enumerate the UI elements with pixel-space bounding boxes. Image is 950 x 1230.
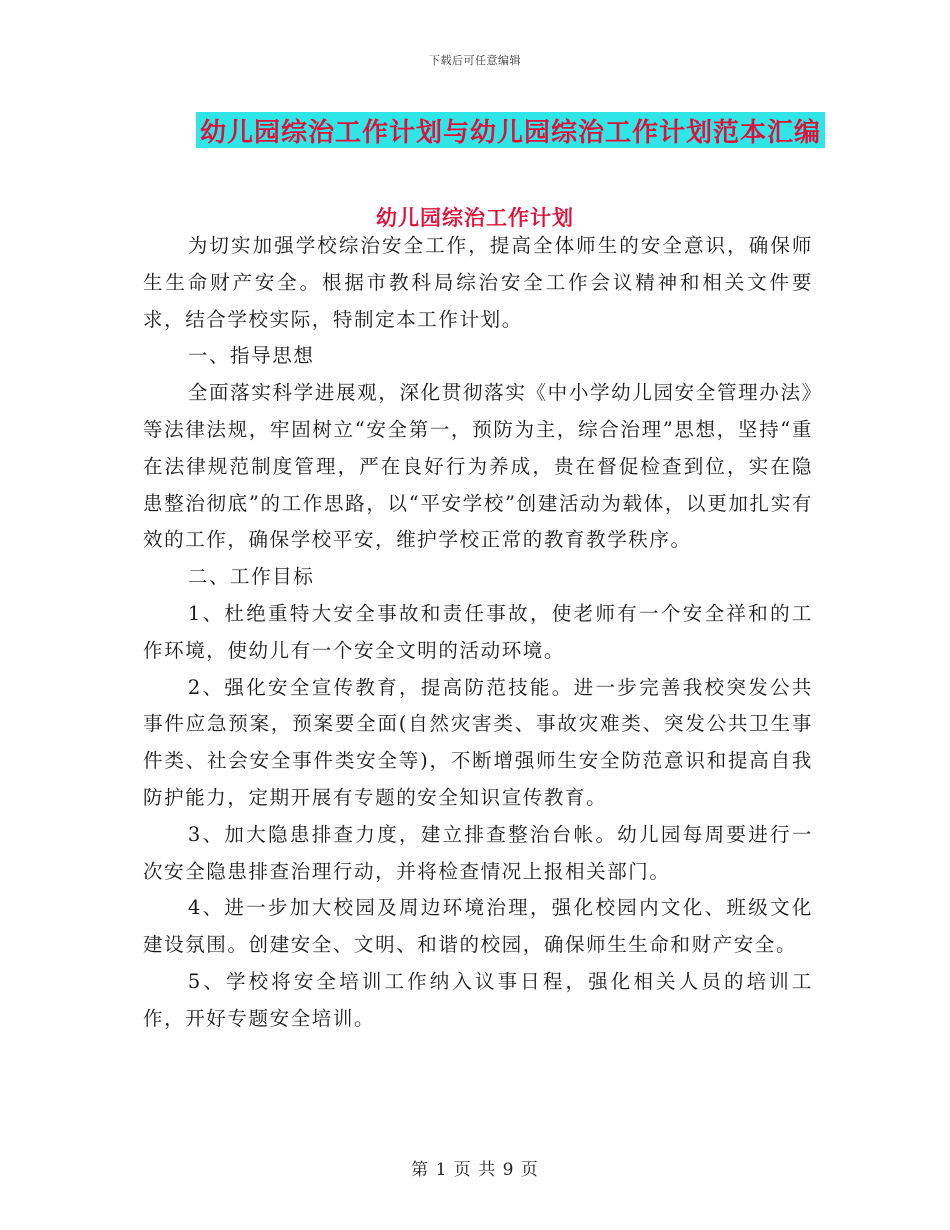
paragraph-goal-3: 3、加大隐患排查力度，建立排查整治台帐。幼儿园每周要进行一次安全隐患排查治理行动，并将检查情况上报相关部门。 [143, 822, 813, 883]
paragraph-intro: 为切实加强学校综治安全工作，提高全体师生的安全意识，确保师生生命财产安全。根据市教科局综治安全工作会议精神和相关文件要求，结合学校实际，特制定本工作计划。 [143, 234, 813, 331]
heading-guiding-ideology: 一、指导思想 [187, 344, 315, 368]
header-note: 下载后可任意编辑 [429, 54, 521, 67]
document-title-highlight [196, 112, 825, 148]
document-title: 幼儿园综治工作计划与幼儿园综治工作计划范本汇编 [200, 117, 822, 148]
paragraph-goal-2: 2、强化安全宣传教育，提高防范技能。进一步完善我校突发公共事件应急预案，预案要全面(自然灾害类、事故灾难类、突发公共卫生事件类、社会安全事件类安全等)，不断增强师生安全防范意识和提高自我防护能力，定期开展有专题的安全知识宣传教育。 [143, 675, 813, 809]
paragraph-guiding-ideology: 全面落实科学进展观，深化贯彻落实《中小学幼儿园安全管理办法》等法律法规，牢固树立“安全第一，预防为主，综合治理”思想，坚持“重在法律规范制度管理，严在良好行为养成，贵在督促检查到位，实在隐患整治彻底”的工作思路，以“平安学校”创建活动为载体，以更加扎实有效的工作，确保学校平安，维护学校正常的教育教学秩序。 [143, 381, 813, 552]
page-footer: 第 1 页 共 9 页 [411, 1160, 539, 1180]
paragraph-goal-4: 4、进一步加大校园及周边环境治理，强化校园内文化、班级文化建设氛围。创建安全、文明、和谐的校园，确保师生生命和财产安全。 [143, 896, 813, 957]
paragraph-goal-5: 5、学校将安全培训工作纳入议事日程，强化相关人员的培训工作，开好专题安全培训。 [143, 969, 813, 1030]
section-title: 幼儿园综治工作计划 [376, 206, 574, 230]
paragraph-goal-1: 1、杜绝重特大安全事故和责任事故，使老师有一个安全祥和的工作环境，使幼儿有一个安全文明的活动环境。 [143, 601, 813, 662]
document-body [143, 228, 813, 1038]
heading-work-goals: 二、工作目标 [187, 565, 315, 589]
